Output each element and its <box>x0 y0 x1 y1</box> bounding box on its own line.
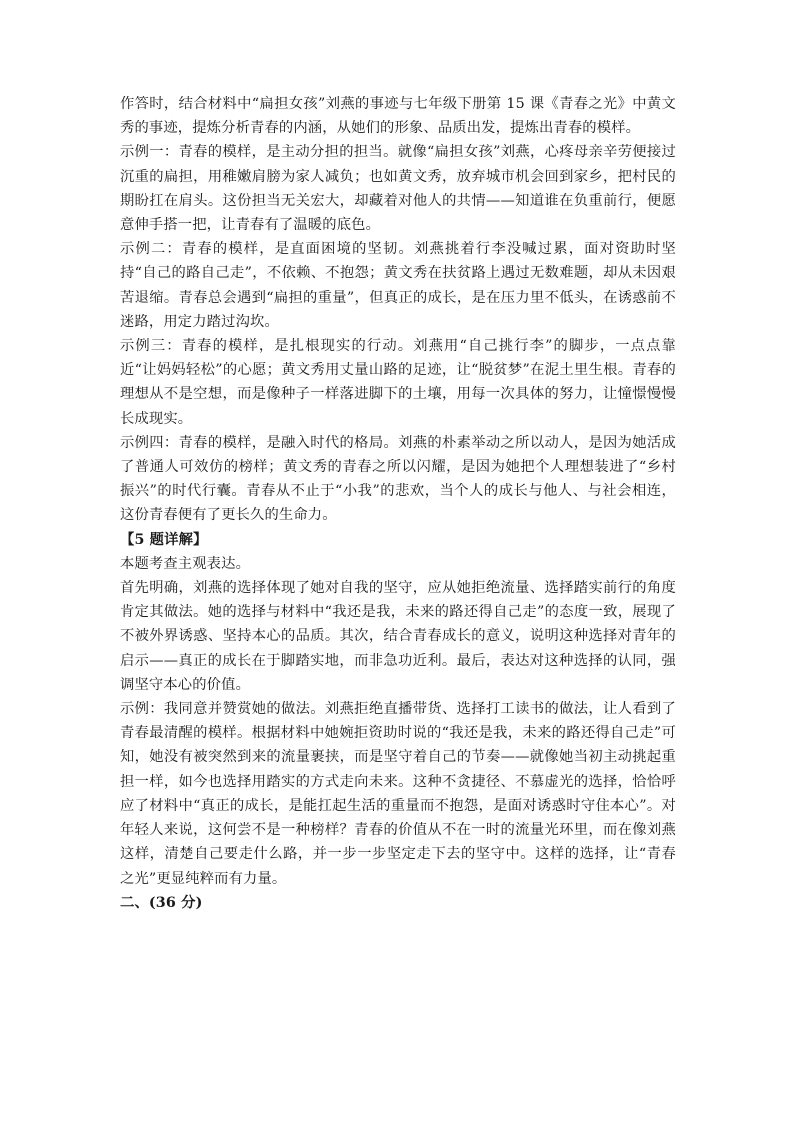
analysis-paragraph: 首先明确，刘燕的选择体现了她对自我的坚守，应从她拒绝流量、选择踏实前行的角度肯定其做法。她的选择与材料中“我还是我，未来的路还得自己走”的态度一致，展现了不被外界诱惑、坚持本心的品质。其次，结合青春成长的意义，说明这种选择对青年的启示——真正的成长在于脚踏实地，而非急功近利。最后，表达对这种选择的认同，强调坚守本心的价值。 <box>120 580 676 693</box>
sample-answer-paragraph: 示例：我同意并赞赏她的做法。刘燕拒绝直播带货、选择打工读书的做法，让人看到了青春最清醒的模样。根据材料中她婉拒资助时说的“我还是我，未来的路还得自己走”可知，她没有被突然到来的流量裹挟，而是坚守着自己的节奏——就像她当初主动挑起重担一样，如今也选择用踏实的方式走向未来。这种不贪捷径、不慕虚光的选择，恰恰呼应了材料中“真正的成长，是能扛起生活的重量而不抱怨，是面对诱惑时守住本心”。对年轻人来说，这何尝不是一种榜样？青春的价值从不在一时的流量光环里，而在像刘燕这样，清楚自己要走什么路，并一步一步坚定走下去的坚守中。这样的选择，让“青春之光”更显纯粹而有力量。 <box>120 701 676 887</box>
example-one-paragraph: 示例一：青春的模样，是主动分担的担当。就像“扁担女孩”刘燕，心疼母亲辛劳便接过沉重的扁担，用稚嫩肩膀为家人减负；也如黄文秀，放弃城市机会回到家乡，把村民的期盼扛在肩头。这份担当无关宏大，却藏着对他人的共情——知道谁在负重前行，便愿意伸手搭一把，让青春有了温暖的底色。 <box>120 144 676 234</box>
document-body <box>120 92 676 915</box>
example-four-paragraph: 示例四：青春的模样，是融入时代的格局。刘燕的朴素举动之所以动人，是因为她活成了普通人可效仿的榜样；黄文秀的青春之所以闪耀，是因为她把个人理想装进了“乡村振兴”的时代行囊。青春从不止于“小我”的悲欢，当个人的成长与他人、与社会相连，这份青春便有了更长久的生命力。 <box>120 434 676 524</box>
topic-paragraph: 本题考查主观表达。 <box>120 555 251 572</box>
example-two-paragraph: 示例二：青春的模样，是直面困境的坚韧。刘燕挑着行李没喊过累，面对资助时坚持“自己的路自己走”，不依赖、不抱怨；黄文秀在扶贫路上遇过无数难题，却从未因艰苦退缩。青春总会遇到“扁担的重量”，但真正的成长，是在压力里不低头，在诱惑前不迷路，用定力踏过沟坎。 <box>120 241 676 330</box>
example-three-paragraph: 示例三：青春的模样，是扎根现实的行动。刘燕用“自己挑行李”的脚步，一点点靠近“让妈妈轻松”的心愿；黄文秀用丈量山路的足迹，让“脱贫梦”在泥土里生根。青春的理想从不是空想，而是像种子一样落进脚下的土壤，用每一次具体的努力，让憧憬慢慢长成现实。 <box>120 338 676 427</box>
section-heading: 【5 题详解】 <box>120 531 208 548</box>
part-heading: 二、(36 分) <box>120 894 203 911</box>
intro-paragraph: 作答时，结合材料中“扁担女孩”刘燕的事迹与七年级下册第 15 课《青春之光》中黄文秀的事迹，提炼分析青春的内涵，从她们的形象、品质出发，提炼出青春的模样。 <box>120 96 676 137</box>
